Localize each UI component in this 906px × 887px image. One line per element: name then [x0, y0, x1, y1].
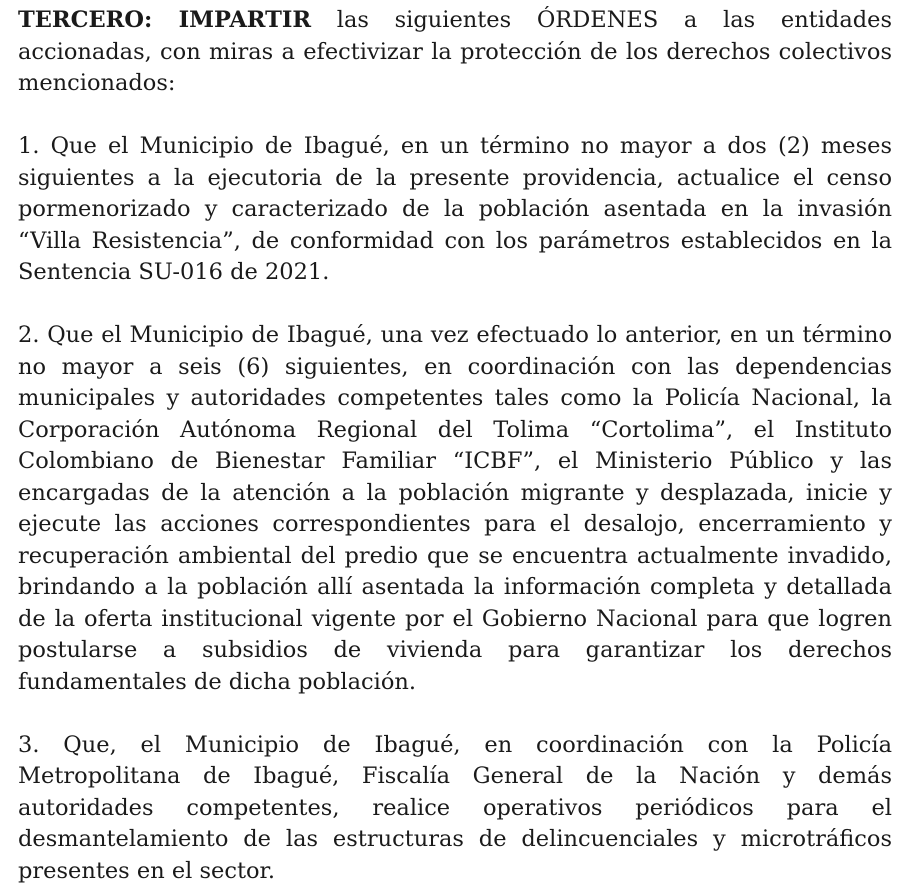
intro-paragraph [18, 5, 892, 100]
order-3-paragraph: 3. Que, el Municipio de Ibagué, en coordinación con la Policía Metropolitana de Ibagué, Fiscalía General de la Nación y demás autoridades competentes, realice operativos periódicos para el desmantelamiento de las estructuras de delincuenciales y microtráficos presentes en el sector. [18, 730, 892, 887]
intro-lead: TERCERO: IMPARTIR [18, 7, 311, 33]
order-2-paragraph: 2. Que el Municipio de Ibagué, una vez efectuado lo anterior, en un término no mayor a seis (6) siguientes, en coordinación con las dependencias municipales y autoridades competentes tales como la Policía Nacional, la Corporación Autónoma Regional del Tolima “Cortolima”, el Instituto Colombiano de Bienestar Familiar “ICBF”, el Ministerio Público y las encargadas de la atención a la población migrante y desplazada, inicie y ejecute las acciones correspondientes para el desalojo, encerramiento y recuperación ambiental del predio que se encuentra actualmente invadido, brindando a la población allí asentada la información completa y detallada de la oferta institucional vigente por el Gobierno Nacional para que logren postularse a subsidios de vivienda para garantizar los derechos fundamentales de dicha población. [18, 320, 892, 698]
intro-text: las siguientes ÓRDENES a las entidades accionadas, con miras a efectivizar la protección de los derechos colectivos mencionados: [18, 7, 892, 96]
order-1-paragraph: 1. Que el Municipio de Ibagué, en un término no mayor a dos (2) meses siguientes a la ejecutoria de la presente providencia, actualice el censo pormenorizado y caracterizado de la población asentada en la invasión “Villa Resistencia”, de conformidad con los parámetros establecidos en la Sentencia SU-016 de 2021. [18, 131, 892, 289]
document-body [18, 5, 892, 887]
